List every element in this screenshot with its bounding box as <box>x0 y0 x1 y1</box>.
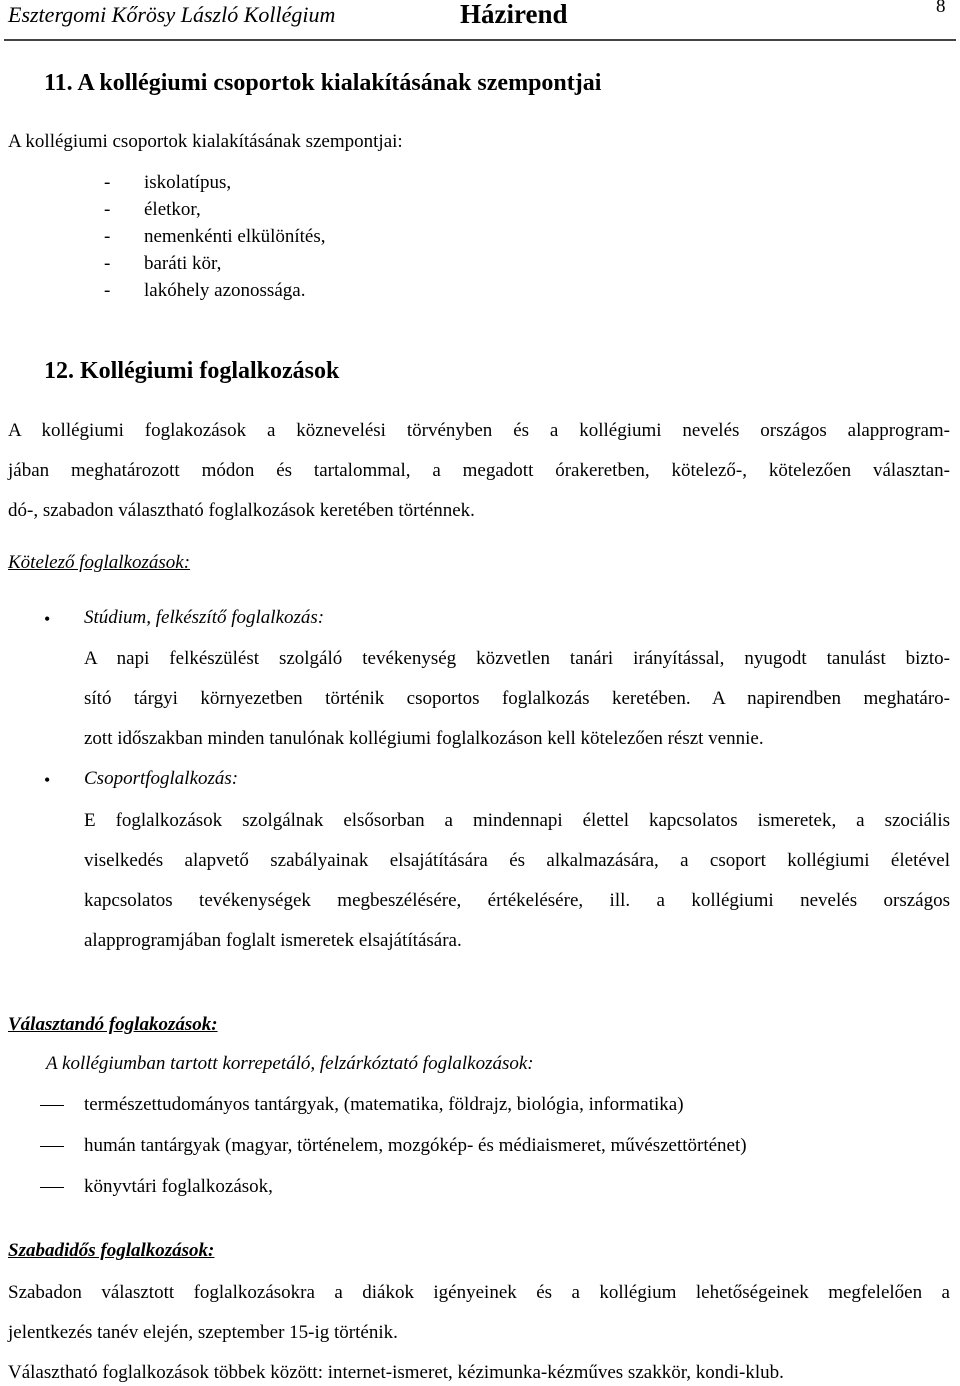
group-line: kapcsolatos tevékenységek megbeszélésére, értékelésére, ill. a kollégiumi nevelés országos <box>84 890 950 911</box>
dash-marker <box>40 1146 64 1147</box>
list-item-text: humán tantárgyak (magyar, történelem, mozgókép- és médiaismeret, művészettörténet) <box>84 1135 747 1156</box>
section-11-heading: 11. A kollégiumi csoportok kialakításának szempontjai <box>44 70 602 96</box>
header-doc-title: Házirend <box>460 0 568 29</box>
dash-marker: - <box>104 199 111 220</box>
optional-subheading: A kollégiumban tartott korrepetáló, felzárkóztató foglalkozások: <box>46 1053 534 1074</box>
dash-marker <box>40 1187 64 1188</box>
dash-marker: - <box>104 253 111 274</box>
optional-heading: Választandó foglakozások: <box>8 1014 218 1035</box>
dash-marker: - <box>104 172 111 193</box>
bullet-marker: • <box>44 770 51 790</box>
dash-marker: - <box>104 226 111 247</box>
studium-line: zott időszakban minden tanulónak kollégiumi foglalkozáson kell kötelezően részt vennie. <box>84 728 764 749</box>
dash-marker: - <box>104 280 111 301</box>
free-time-line: jelentkezés tanév elején, szeptember 15-ig történik. <box>8 1322 398 1343</box>
bullet-marker: • <box>44 609 51 629</box>
free-time-line: Választható foglalkozások többek között: internet-ismeret, kézimunka-kézműves szakkör, kondi-klub. <box>8 1362 784 1383</box>
list-item-text: életkor, <box>144 199 201 220</box>
section-12-heading: 12. Kollégiumi foglalkozások <box>44 358 340 384</box>
list-item-text: iskolatípus, <box>144 172 232 193</box>
group-line: E foglalkozások szolgálnak elsősorban a mindennapi élettel kapcsolatos ismeretek, a szociális <box>84 810 950 831</box>
page-number: 8 <box>936 0 946 17</box>
list-item-text: lakóhely azonossága. <box>144 280 306 301</box>
paragraph-line: dó-, szabadon választható foglalkozások keretében történnek. <box>8 500 475 521</box>
list-item-text: könyvtári foglalkozások, <box>84 1176 273 1197</box>
header-institution: Esztergomi Kőrösy László Kollégium <box>8 2 336 27</box>
list-item-text: természettudományos tantárgyak, (matematika, földrajz, biológia, informatika) <box>84 1094 684 1115</box>
header-divider <box>4 39 956 41</box>
list-item-text: baráti kör, <box>144 253 222 274</box>
dash-marker <box>40 1105 64 1106</box>
studium-line: A napi felkészülést szolgáló tevékenység közvetlen tanári irányítással, nyugodt tanulást bizto- <box>84 648 950 669</box>
group-line: viselkedés alapvető szabályainak elsajátítására és alkalmazására, a csoport kollégiumi életével <box>84 850 950 871</box>
list-item-text: nemenkénti elkülönítés, <box>144 226 326 247</box>
free-time-heading: Szabadidős foglalkozások: <box>8 1240 215 1261</box>
paragraph-line: A kollégiumi foglakozások a köznevelési törvényben és a kollégiumi nevelés országos alapprogram- <box>8 420 950 441</box>
section-11-intro: A kollégiumi csoportok kialakításának szempontjai: <box>8 131 403 152</box>
group-title: Csoportfoglalkozás: <box>84 768 239 789</box>
free-time-line: Szabadon választott foglalkozásokra a diákok igényeinek és a kollégium lehetőségeinek megfelelően a <box>8 1282 950 1303</box>
paragraph-line: jában meghatározott módon és tartalommal, a megadott órakeretben, kötelező-, kötelezően választan- <box>8 460 950 481</box>
mandatory-heading: Kötelező foglalkozások: <box>8 552 191 573</box>
group-line: alapprogramjában foglalt ismeretek elsajátítására. <box>84 930 462 951</box>
studium-line: sító tárgyi környezetben történik csoportos foglalkozás keretében. A napirendben meghatáro- <box>84 688 950 709</box>
studium-title: Stúdium, felkészítő foglalkozás: <box>84 607 325 628</box>
